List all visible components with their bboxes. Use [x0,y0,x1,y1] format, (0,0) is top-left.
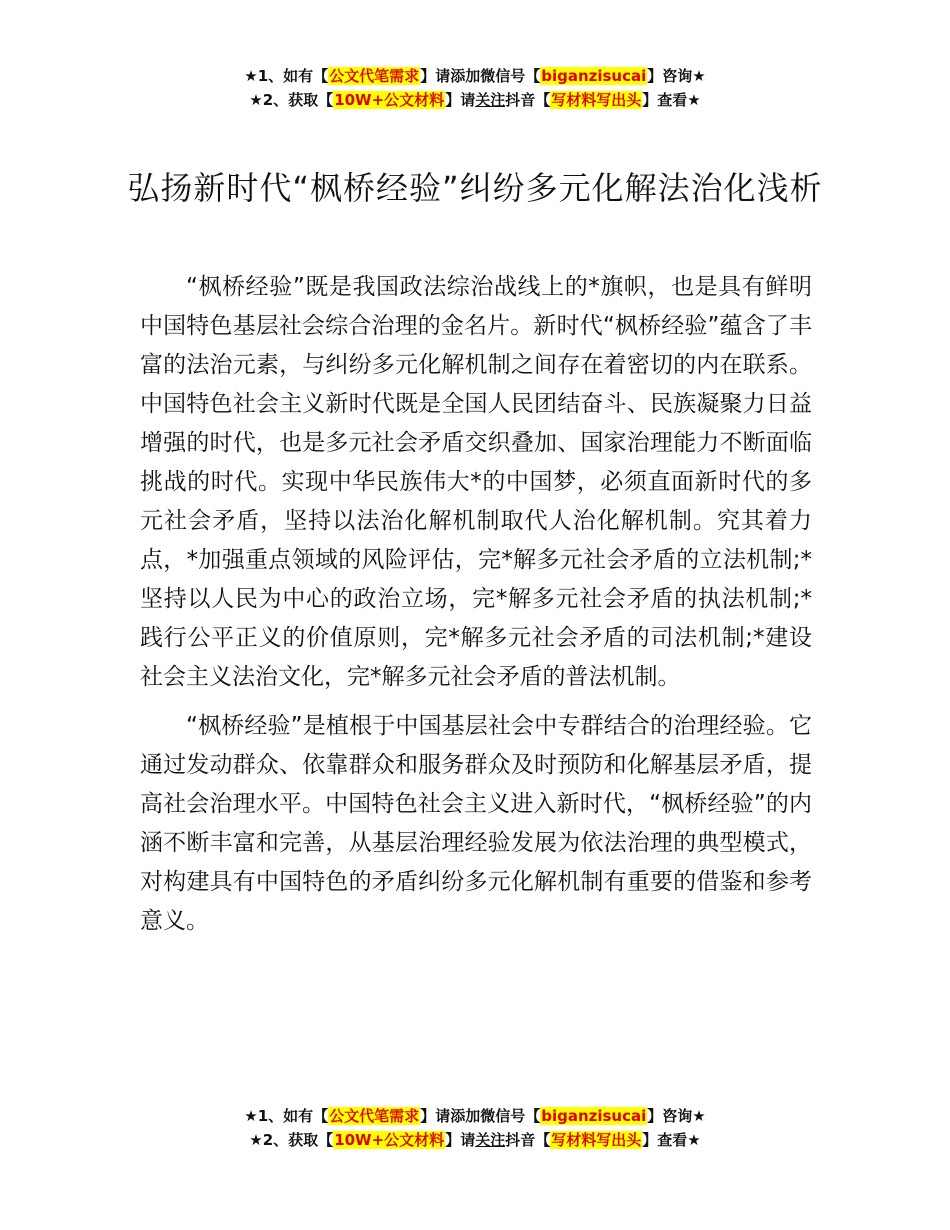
banner-line-1 [0,64,950,88]
banner-text: 】咨询★ [647,67,706,85]
banner-text: 抖音【 [505,91,551,109]
banner-text: 】请 [445,91,476,109]
highlight-ghostwriting: 公文代笔需求 [329,67,420,85]
follow-text: 关注 [475,1131,506,1149]
banner-text: 】请 [445,1131,476,1149]
banner-line-1 [0,1104,950,1128]
highlight-douyin-account: 写材料写出头 [551,91,642,109]
banner-line-2 [0,88,950,112]
banner-text: ★2、获取【 [249,91,334,109]
banner-text: ★2、获取【 [249,1131,334,1149]
banner-text: 】请添加微信号【 [420,67,541,85]
banner-text: 】请添加微信号【 [420,1107,541,1125]
highlight-wechat-id: biganzisucai [541,67,647,85]
header-banner [0,64,950,112]
banner-text: 】查看★ [642,1131,701,1149]
follow-text: 关注 [475,91,506,109]
banner-text: 】咨询★ [647,1107,706,1125]
banner-text: 】查看★ [642,91,701,109]
paragraph: “枫桥经验”既是我国政法综治战线上的*旗帜，也是具有鲜明中国特色基层社会综合治理的金名片。新时代“枫桥经验”蕴含了丰富的法治元素，与纠纷多元化解机制之间存在着密切的内在联系。中国特色社会主义新时代既是全国人民团结奋斗、民族凝聚力日益增强的时代，也是多元社会矛盾交织叠加、国家治理能力不断面临挑战的时代。实现中华民族伟大*的中国梦，必须直面新时代的多元社会矛盾，坚持以法治化解机制取代人治化解机制。究其着力点，*加强重点领域的风险评估，完*解多元社会矛盾的立法机制;*坚持以人民为中心的政治立场，完*解多元社会矛盾的执法机制;*践行公平正义的价值原则，完*解多元社会矛盾的司法机制;*建设社会主义法治文化，完*解多元社会矛盾的普法机制。 [140,274,812,690]
banner-line-2 [0,1128,950,1152]
banner-text: ★1、如有【 [244,67,329,85]
highlight-douyin-account: 写材料写出头 [551,1131,642,1149]
document-title: 弘扬新时代“枫桥经验”纠纷多元化解法治化浅析 [127,169,823,207]
footer-banner [0,1104,950,1152]
highlight-ghostwriting: 公文代笔需求 [329,1107,420,1125]
banner-text: ★1、如有【 [244,1107,329,1125]
document-body [140,268,812,951]
highlight-wechat-id: biganzisucai [541,1107,647,1125]
paragraph: “枫桥经验”是植根于中国基层社会中专群结合的治理经验。它通过发动群众、依靠群众和服务群众及时预防和化解基层矛盾，提高社会治理水平。中国特色社会主义进入新时代，“枫桥经验”的内涵不断丰富和完善，从基层治理经验发展为依法治理的典型模式，对构建具有中国特色的矛盾纠纷多元化解机制有重要的借鉴和参考意义。 [140,713,812,934]
highlight-materials: 10W+公文材料 [334,91,445,109]
highlight-materials: 10W+公文材料 [334,1131,445,1149]
banner-text: 抖音【 [505,1131,551,1149]
